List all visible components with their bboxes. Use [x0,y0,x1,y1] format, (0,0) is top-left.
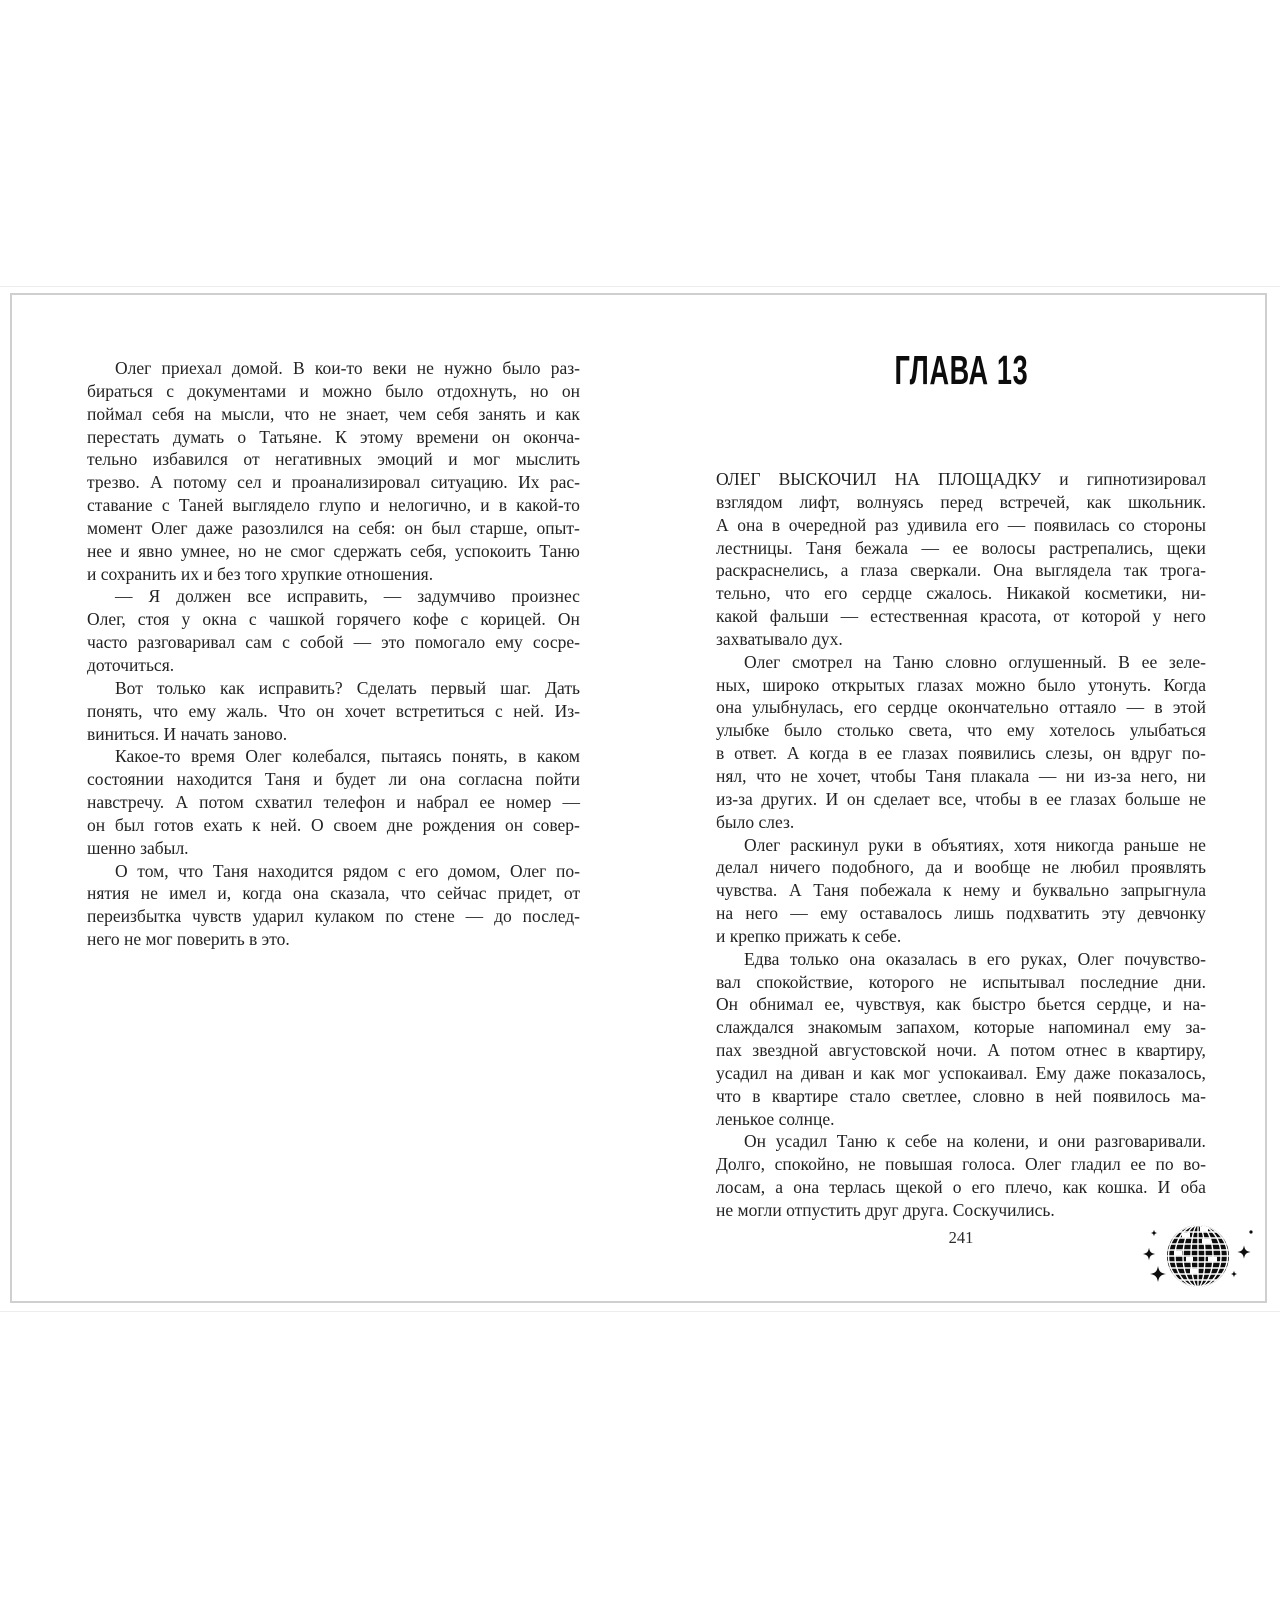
text-line: О том, что Таня находится рядом с его домом, Олег по- [115,860,580,881]
disco-ball-icon [1130,1220,1256,1296]
text-line: тельно, что его сердце сжалось. Никакой косметики, ни- [716,583,1206,604]
text-line: часто разговаривал сам с собой — это помогало ему сосре- [87,632,580,653]
text-line: трезво. А потому сел и проанализировал ситуацию. Их рас- [87,472,580,493]
text-line: и крепко прижать к себе. [716,925,902,946]
text-line: тельно избавился от негативных эмоций и мог мыслить [87,449,580,470]
text-line: ных, широко открытых глазах можно было утонуть. Когда [716,674,1206,695]
text-line: навстречу. А потом схватил телефон и набрал ее номер — [87,792,580,813]
page-number: 241 [948,1228,974,1247]
text-line: ставание с Таней выглядело глупо и нелогично, и в какой-то [87,495,580,516]
text-line: него не мог поверить в это. [87,929,290,950]
text-line: из-за других. И он сделает все, чтобы в ее глазах больше не [716,788,1206,809]
text-line: чувства. А Таня побежала к нему и буквально запрыгнула [716,880,1206,901]
text-line: захватывало дух. [716,628,843,649]
text-line: усадил на диван и как мог успокаивал. Ему даже показалось, [716,1062,1206,1083]
text-line: Олег приехал домой. В кои-то веки не нужно было раз- [115,358,580,378]
text-line: понять, что ему жаль. Что он хочет встретиться с ней. Из- [87,700,580,721]
text-line: шенно забыл. [87,837,189,858]
text-line: Вот только как исправить? Сделать первый шаг. Дать [115,677,580,698]
text-line: поймал себя на мысли, что не знает, чем себя занять и как [87,403,580,424]
text-line: Он усадил Таню к себе на колени, и они разговаривали. [744,1131,1206,1152]
text-line: в ответ. А когда в ее глазах появились слезы, он вдруг по- [716,743,1206,764]
right-page-text [716,468,1206,1222]
text-line: нятия не имел и, когда она сказала, что сейчас придет, от [87,883,580,904]
text-line: нял, что не хочет, чтобы Таня плакала — ни из-за него, ни [716,765,1206,786]
text-line: нее и явно умнее, но не смог сдержать себя, успокоить Таню [87,540,580,561]
text-line: он был готов ехать к ней. О своем дне рождения он совер- [87,814,580,835]
text-line: Олег, стоя у окна с чашкой горячего кофе с корицей. Он [87,609,580,630]
text-line: ОЛЕГ ВЫСКОЧИЛ НА ПЛОЩАДКУ и гипнотизировал [716,469,1206,489]
text-line: Олег смотрел на Таню словно оглушенный. В ее зеле- [744,651,1206,672]
text-line: ленькое солнце. [716,1108,835,1129]
left-page-text [87,357,580,951]
text-line: на него — ему оставалось лишь подхватить эту девчонку [716,903,1206,924]
text-line: слаждался знакомым запахом, которые напоминал ему за- [716,1017,1206,1038]
text-line: Олег раскинул руки в объятиях, хотя никогда раньше не [744,834,1206,855]
text-line: не могли отпустить друг друга. Соскучились. [716,1200,1055,1220]
chapter-heading-wrap [716,347,1206,394]
text-line: Он обнимал ее, чувствуя, как быстро бьется сердце, и на- [716,994,1206,1015]
text-line: пах звездной августовской ночи. А потом отнес в квартиру, [716,1040,1206,1061]
text-line: улыбке было столько света, что ему хотелось улыбаться [716,720,1206,741]
text-line: Долго, спокойно, не повышая голоса. Олег гладил ее по во- [716,1154,1206,1175]
text-line: Какое-то время Олег колебался, пытаясь понять, в каком [115,746,580,767]
text-line: переизбытка чувств ударил кулаком по стене — до послед- [87,906,580,927]
book-spread [10,293,1267,1303]
text-line: А она в очередной раз удивила его — появилась со стороны [716,514,1206,535]
text-line: Едва только она оказалась в его руках, Олег почувство- [744,948,1206,969]
text-line: взглядом лифт, волнуясь перед встречей, как школьник. [716,491,1206,512]
chapter-heading: ГЛАВА 13 [894,347,1028,393]
text-line: лосам, а она терлась щекой о его плечо, как кошка. И оба [716,1177,1206,1198]
text-line: состоянии находится Таня и будет ли она согласна пойти [87,769,580,790]
text-line: перестать думать о Татьяне. К этому времени он оконча- [87,426,580,447]
text-line: бираться с документами и можно было отдохнуть, но он [87,380,580,401]
text-line: вал спокойствие, которого не испытывал последние дни. [716,971,1206,992]
text-line: делал ничего подобного, да и вообще не любил проявлять [716,857,1206,878]
text-line: было слез. [716,811,795,832]
text-line: что в квартире стало светлее, словно в ней появилось ма- [716,1085,1206,1106]
text-line: она улыбнулась, его сердце окончательно оттаяло — в этой [716,697,1206,718]
text-line: раскраснелись, а глаза сверкали. Она выглядела так трога- [716,560,1206,581]
text-line: момент Олег даже разозлился на себя: он был старше, опыт- [87,517,580,538]
text-line: какой фальши — естественная красота, от которой у него [716,606,1206,627]
bottom-divider [0,1311,1280,1312]
text-line: — Я должен все исправить, — задумчиво произнес [115,586,580,607]
text-line: лестницы. Таня бежала — ее волосы растрепались, щеки [716,537,1206,558]
text-line: виниться. И начать заново. [87,723,288,744]
text-line: и сохранить их и без того хрупкие отношения. [87,563,434,584]
text-line: доточиться. [87,654,175,675]
top-divider [0,286,1280,287]
